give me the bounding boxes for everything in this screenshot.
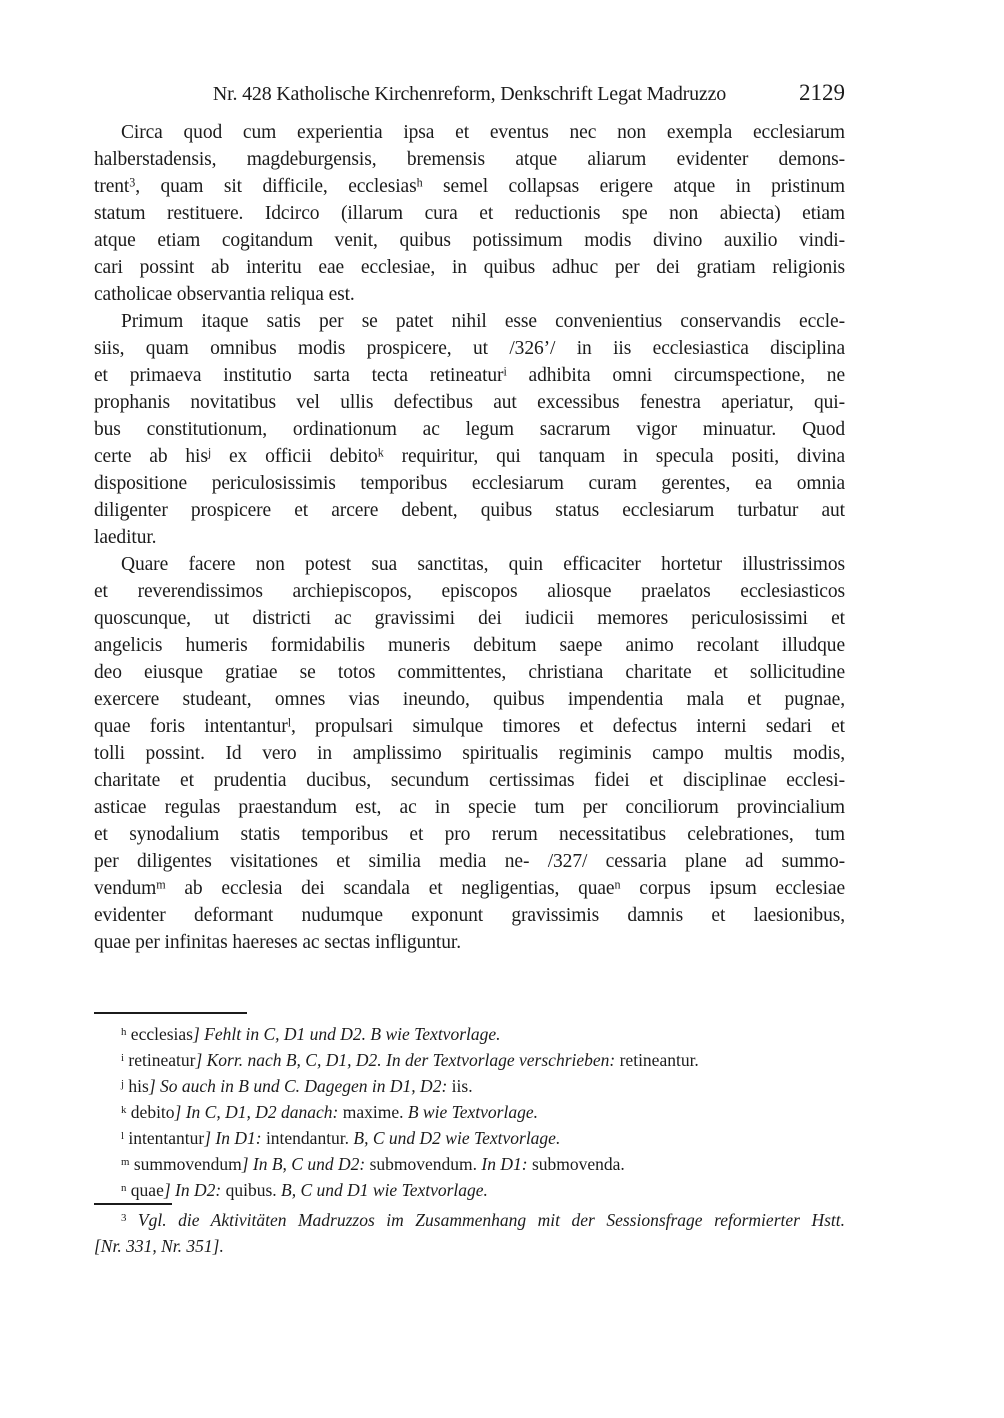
body-line: certe ab his$^j$ ex officii debito$^k$ requiritur, qui tanquam in specula positi, divina: [94, 445, 846, 467]
text-run: ] In D2:: [163, 1180, 222, 1200]
body-line: catholicae observantia reliqua est.: [94, 284, 355, 305]
running-header-title: Nr. 428 Katholische Kirchenreform, Denkschrift Legat Madruzzo: [212, 83, 727, 105]
text-run: In D1:: [481, 1154, 528, 1174]
body-line: atque etiam cogitandum venit, quibus potissimum modis divino auxilio vindi-: [94, 230, 845, 251]
text-run: B, C und D2 wie Textvorlage.: [353, 1128, 561, 1148]
footnote-marker: k: [121, 1104, 127, 1117]
footnote-marker: i: [503, 364, 507, 379]
paragraph: [94, 119, 845, 308]
text-run: ] Fehlt in C, D1 und D2. B wie Textvorlage.: [192, 1024, 501, 1044]
body-line: et synodalium statis temporibus et pro rerum necessitatibus celebrationes, tum: [94, 824, 845, 845]
body-line: diligenter prospicere et arcere debent, quibus status ecclesiarum turbatur aut: [94, 500, 845, 521]
footnote-marker: k: [377, 445, 384, 460]
apparatus-note: $^m$ summovendum] In B, C und D2: submovendum. In D1: submovenda.: [121, 1154, 625, 1174]
body-line: tolli possint. Id vero in amplissimo spiritualis regiminis campo multis modis,: [94, 743, 845, 764]
body-line: quae per infinitas haereses ac sectas infliguntur.: [94, 932, 461, 953]
critical-apparatus: [94, 1021, 845, 1203]
footnote-marker: j: [121, 1078, 125, 1091]
body-line: exercere studeant, omnes vias ineundo, quibus impendentia mala et pugnae,: [94, 689, 845, 710]
paragraph: [94, 551, 845, 956]
footnote-marker: h: [416, 175, 423, 190]
footnote-marker: i: [121, 1052, 125, 1065]
footnote-marker: j: [207, 445, 212, 460]
body-line: vendum$^m$ ab ecclesia dei scandala et negligentias, quae$^n$ corpus ipsum ecclesiae: [94, 877, 846, 899]
apparatus-note: $^i$ retineatur] Korr. nach B, C, D1, D2. In der Textvorlage verschrieben: retineantur.: [121, 1050, 699, 1070]
footnote-marker: h: [121, 1026, 127, 1039]
text-run: ] In D1:: [204, 1128, 262, 1148]
body-line: cari possint ab interitu eae ecclesiae, in quibus adhuc per dei gratiam religionis: [94, 257, 845, 278]
footnote-marker: 3: [129, 175, 136, 190]
apparatus-separator-rule: [94, 1012, 247, 1014]
text-run: B wie Textvorlage.: [407, 1102, 538, 1122]
text-run: [Nr. 331, Nr. 351].: [94, 1236, 224, 1256]
body-line: Primum itaque satis per se patet nihil esse convenientius conservandis eccle-: [121, 311, 845, 332]
footnote-marker: n: [121, 1182, 127, 1195]
body-line: bus constitutionum, ordinationum ac legum sacrarum vigor minuatur. Quod: [94, 419, 845, 440]
body-line: asticae regulas praestandum est, ac in specie tum per conciliorum provincialium: [94, 797, 845, 818]
text-run: ] Korr. nach B, C, D1, D2. In der Textvorlage verschrieben:: [195, 1050, 616, 1070]
apparatus-note: $^l$ intentantur] In D1: intendantur. B, C und D2 wie Textvorlage.: [121, 1128, 561, 1148]
footnote-marker: l: [121, 1130, 125, 1143]
footnote-marker: 3: [121, 1212, 127, 1225]
footnote-marker: m: [156, 877, 166, 892]
body-line: quoscunque, ut districti ac gravissimi dei iudicii memores periculosissimi et: [94, 608, 845, 629]
body-line: prophanis novitatibus vel ullis defectibus aut excessibus fenestra aperiatur, qui-: [94, 392, 845, 413]
footnote-line: [94, 1233, 845, 1259]
body-line: charitate et prudentia ducibus, secundum certissimas fidei et disciplinae ecclesi-: [94, 770, 845, 791]
body-line: per diligentes visitationes et similia media ne- /327/ cessaria plane ad summo-: [94, 851, 845, 872]
body-line: angelicis humeris formidabilis muneris debitum saepe animo recolant illudque: [94, 635, 845, 656]
apparatus-note: $^k$ debito] In C, D1, D2 danach: maxime. B wie Textvorlage.: [121, 1102, 538, 1122]
body-line: et reverendissimos archiepiscopos, episcopos aliosque praelatos ecclesiasticos: [94, 581, 845, 602]
body-line: laeditur.: [94, 527, 157, 548]
body-text: [94, 119, 845, 956]
apparatus-note: $^n$ quae] In D2: quibus. B, C und D1 wie Textvorlage.: [121, 1180, 488, 1200]
apparatus-note: $^j$ his] So auch in B und C. Dagegen in D1, D2: iis.: [121, 1076, 473, 1096]
footnote-marker: m: [121, 1156, 130, 1169]
footnote-marker: n: [614, 877, 621, 892]
body-line: evidenter deformant nudumque exponunt gravissimis damnis et laesionibus,: [94, 905, 845, 926]
apparatus-note: $^h$ ecclesias] Fehlt in C, D1 und D2. B wie Textvorlage.: [121, 1024, 501, 1044]
footnote-line: [94, 1207, 845, 1233]
text-run: Vgl. die Aktivitäten Madruzzos im Zusammenhang mit der Sessionsfrage reformierter Hstt.: [126, 1210, 845, 1230]
page-number: 2129: [799, 80, 845, 105]
body-line: et primaeva institutio sarta tecta retineatur$^i$ adhibita omni circumspectione, ne: [94, 364, 846, 386]
body-line: dispositione periculosissimis temporibus ecclesiarum curam gerentes, ea omnia: [94, 473, 845, 494]
body-line: halberstadensis, magdeburgensis, bremensis atque aliarum evidenter demons-: [94, 149, 845, 170]
text-run: ] In B, C und D2:: [241, 1154, 366, 1174]
body-line: Quare facere non potest sua sanctitas, quin efficaciter hortetur illustrissimos: [121, 554, 845, 575]
footnote-marker: l: [287, 715, 291, 730]
body-line: trent$^3$, quam sit difficile, ecclesias$^h$ semel collapsas erigere atque in pristinum: [94, 175, 845, 197]
text-run: ] So auch in B und C. Dagegen in D1, D2:: [148, 1076, 448, 1096]
body-line: Circa quod cum experientia ipsa et eventus nec non exempla ecclesiarum: [121, 122, 845, 143]
text-run: ] In C, D1, D2 danach:: [174, 1102, 339, 1122]
body-line: deo eiusque gratiae se totos committentes, christiana charitate et sollicitudine: [94, 662, 845, 683]
footnote-separator-rule: [94, 1203, 172, 1205]
body-line: statum restituere. Idcirco (illarum cura et reductionis spe non abiecta) etiam: [94, 203, 845, 224]
paragraph: [94, 308, 845, 551]
footnote-3: [94, 1207, 845, 1259]
running-header: [94, 80, 845, 111]
body-line: siis, quam omnibus modis prospicere, ut /326’/ in iis ecclesiastica disciplina: [94, 338, 845, 359]
text-run: B, C und D1 wie Textvorlage.: [281, 1180, 488, 1200]
body-line: quae foris intentantur$^l$, propulsari simulque timores et defectus interni sedari et: [94, 715, 845, 737]
